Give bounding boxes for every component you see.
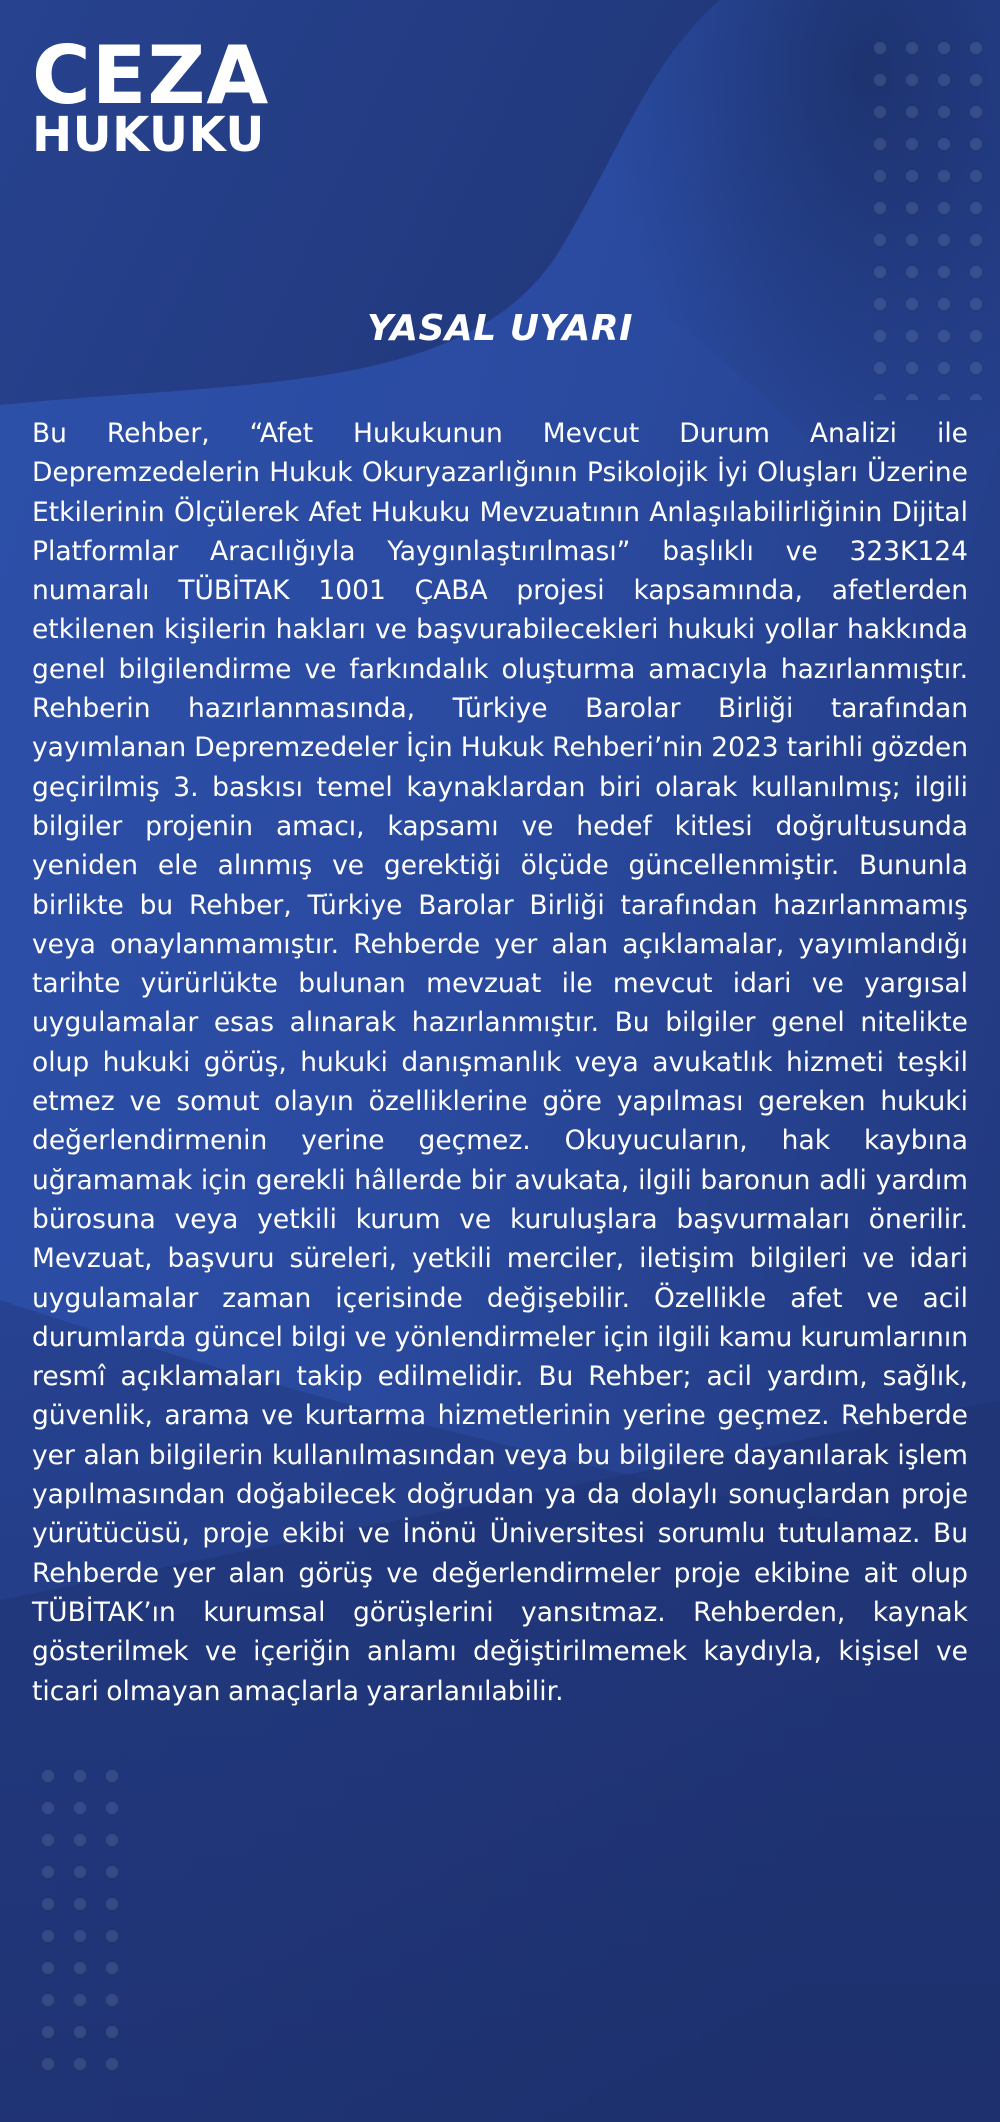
ceza-hukuku-logo — [32, 29, 270, 163]
logo-word-hukuku: HUKUKU — [32, 107, 265, 163]
logo-word-ceza: CEZA — [32, 29, 270, 122]
disclaimer-paragraph: Bu Rehber, “Afet Hukukunun Mevcut Durum Analizi ile Depremzedelerin Hukuk Okuryazarlığının Psikolojik İyi Oluşları Üzerine Etkilerinin Ölçülerek Afet Hukuku Mevzuatının Anlaşılabilirliğinin Dijital Platformlar Aracılığıyla Yaygınlaştırılması” başlıklı ve 323K124 numaralı TÜBİTAK 1001 ÇABA projesi kapsamında, afetlerden etkilenen kişilerin hakları ve başvurabilecekleri hukuki yollar hakkında genel bilgilendirme ve farkındalık oluşturma amacıyla hazırlanmıştır. Rehberin hazırlanmasında, Türkiye Barolar Birliği tarafından yayımlanan Depremzedeler İçin Hukuk Rehberi’nin 2023 tarihli gözden geçirilmiş 3. baskısı temel kaynaklardan biri olarak kullanılmış; ilgili bilgiler projenin amacı, kapsamı ve hedef kitlesi doğrultusunda yeniden ele alınmış ve gerektiği ölçüde güncellenmiştir. Bununla birlikte bu Rehber, Türkiye Barolar Birliği tarafından hazırlanmamış veya onaylanmamıştır. Rehberde yer alan açıklamalar, yayımlandığı tarihte yürürlükte bulunan mevzuat ile mevcut idari ve yargısal uygulamalar esas alınarak hazırlanmıştır. Bu bilgiler genel nitelikte olup hukuki görüş, hukuki danışmanlık veya avukatlık hizmeti teşkil etmez ve somut olayın özelliklerine göre yapılması gereken hukuki değerlendirmenin yerine geçmez. Okuyucuların, hak kaybına uğramamak için gerekli hâllerde bir avukata, ilgili baronun adli yardım bürosuna veya yetkili kurum ve kuruluşlara başvurmaları önerilir. Mevzuat, başvuru süreleri, yetkili merciler, iletişim bilgileri ve idari uygulamalar zaman içerisinde değişebilir. Özellikle afet ve acil durumlarda güncel bilgi ve yönlendirmeler için ilgili kamu kurumlarının resmî açıklamaları takip edilmelidir. Bu Rehber; acil yardım, sağlık, güvenlik, arama ve kurtarma hizmetlerinin yerine geçmez. Rehberde yer alan bilgilerin kullanılmasından veya bu bilgilere dayanılarak işlem yapılmasından doğabilecek doğrudan ya da dolaylı sonuçlardan proje yürütücüsü, proje ekibi ve İnönü Üniversitesi sorumlu tutulamaz. Bu Rehberde yer alan görüş ve değerlendirmeler proje ekibine ait olup TÜBİTAK’ın kurumsal görüşlerini yansıtmaz. Rehberden, kaynak gösterilmek ve içeriğin anlamı değiştirilmemek kaydıyla, kişisel ve ticari olmayan amaçlarla yararlanılabilir. — [32, 418, 968, 1707]
page-title: YASAL UYARI — [366, 308, 634, 349]
